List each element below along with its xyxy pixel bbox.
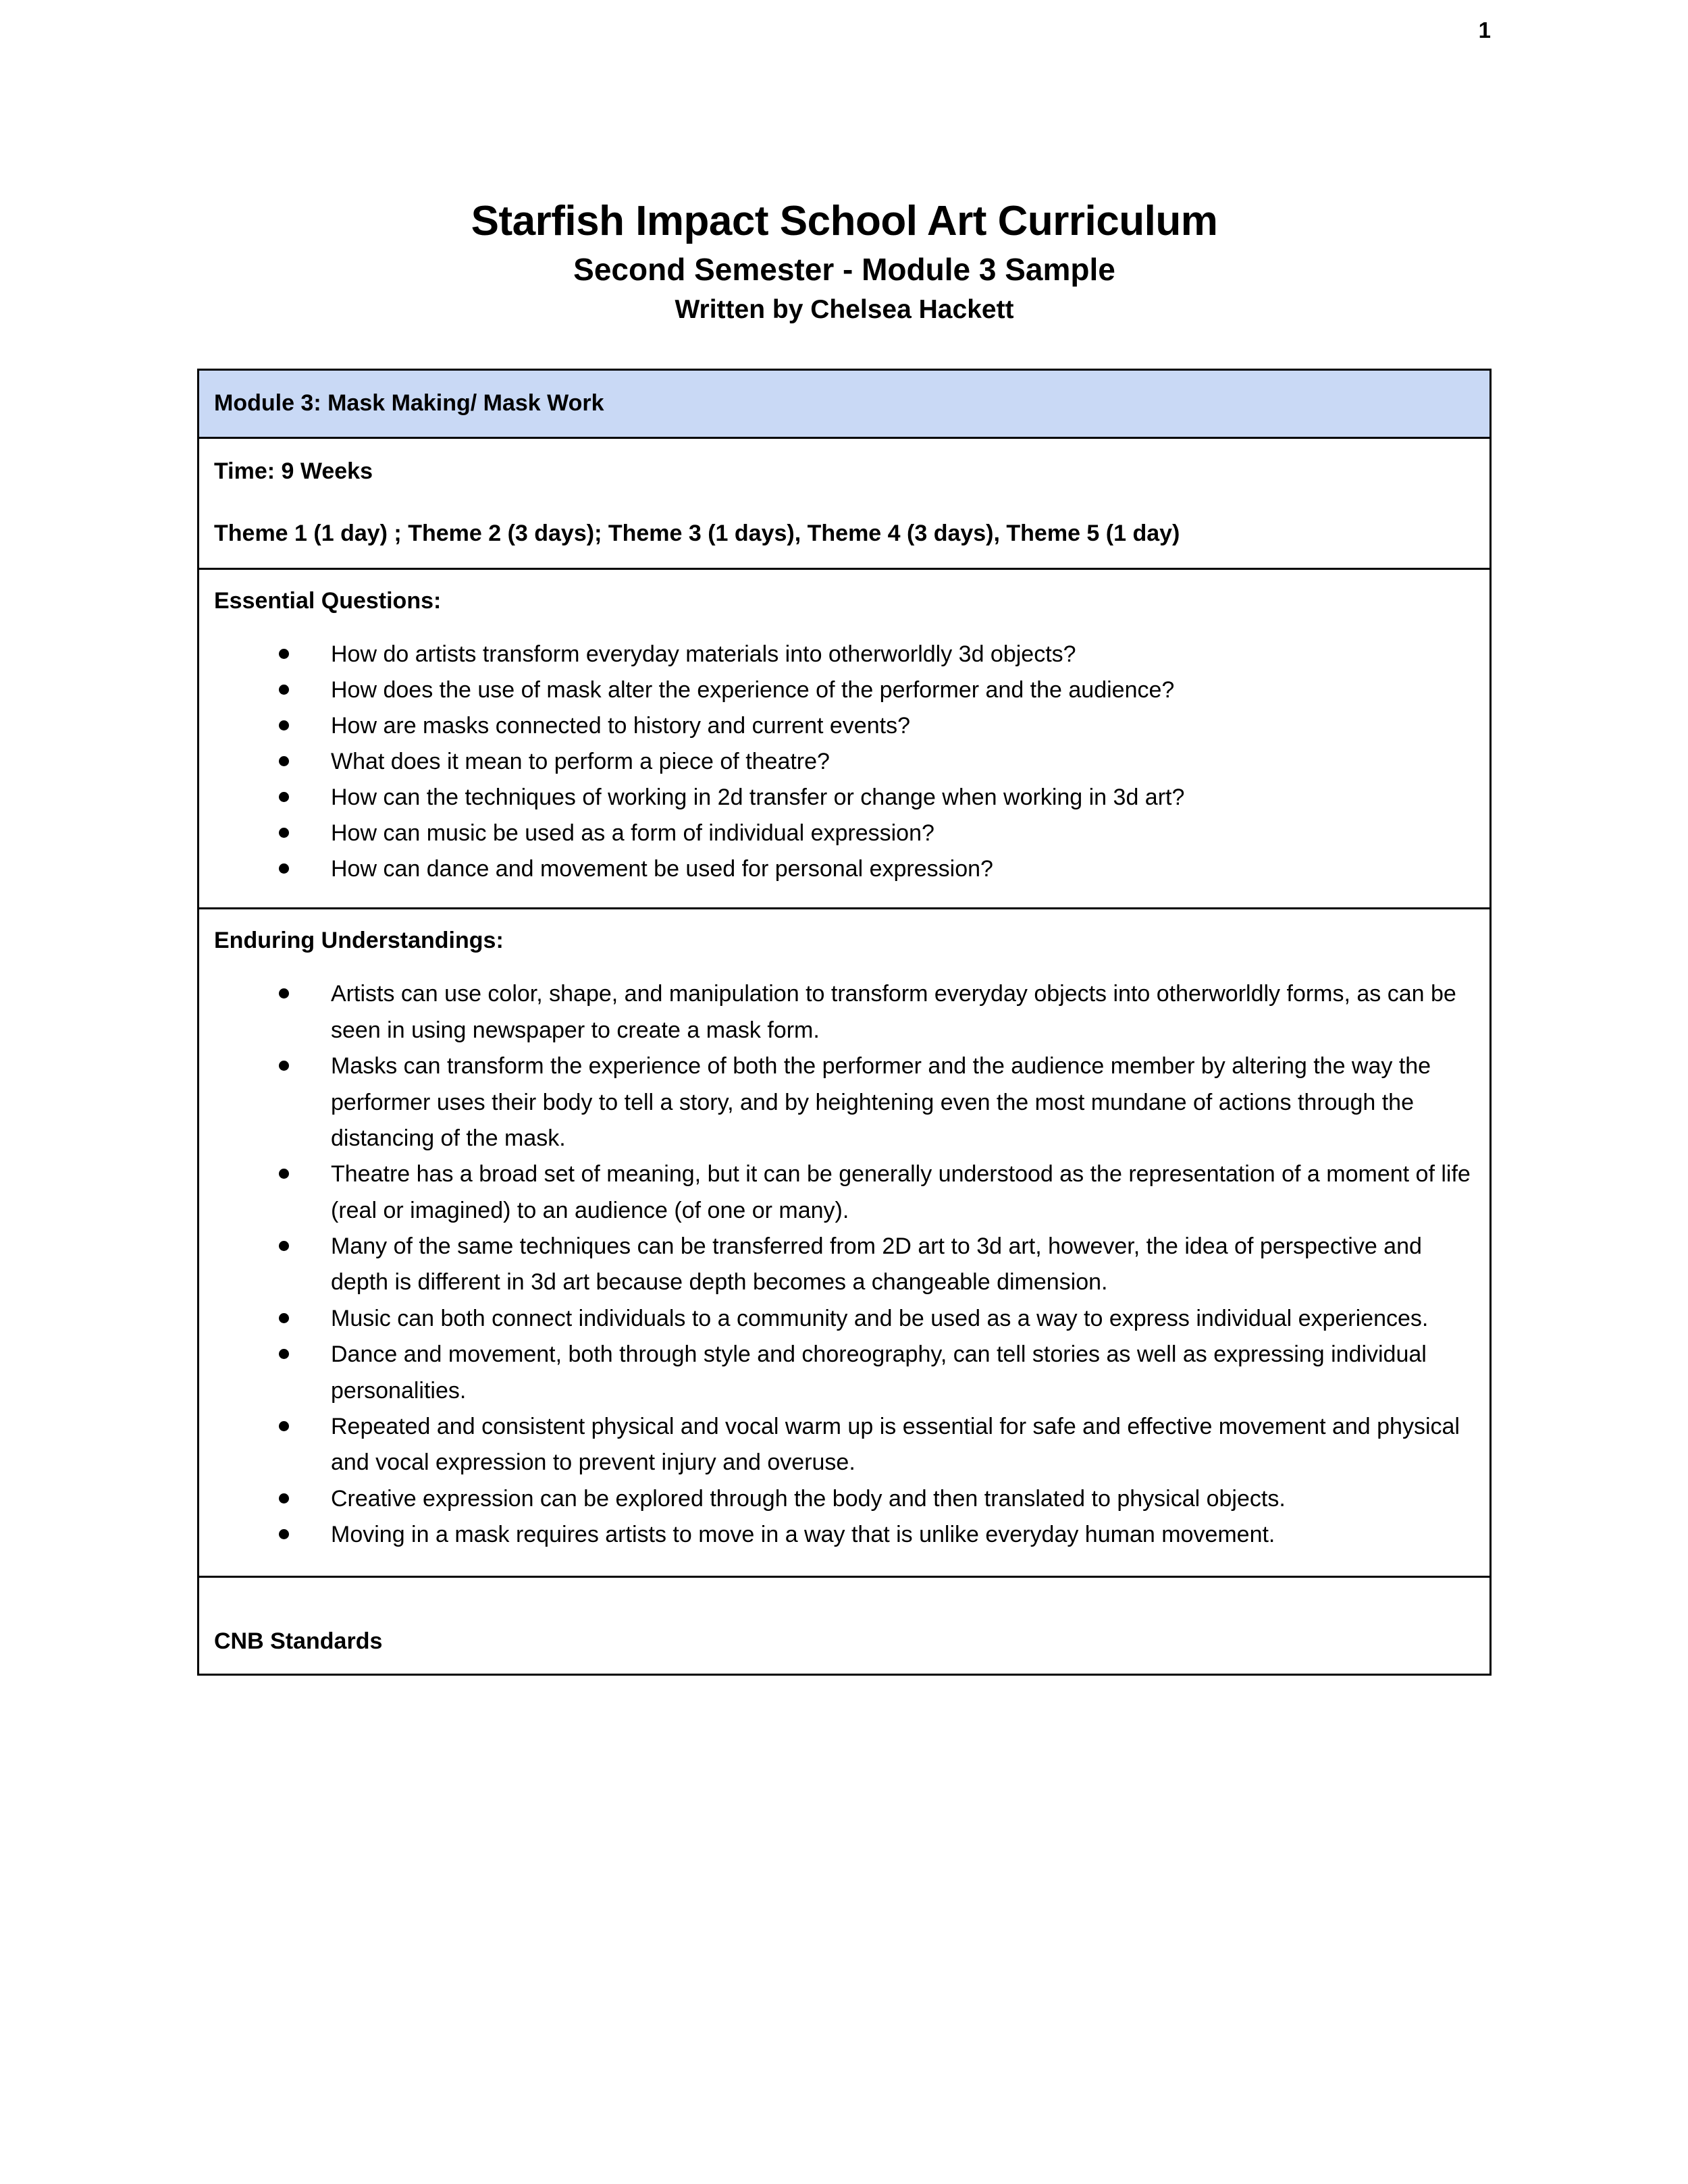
list-item [214,976,1475,1048]
bullet-icon [279,756,289,766]
bullet-icon [279,828,289,838]
bullet-icon [279,1493,289,1503]
list-item-text: How can dance and movement be used for personal expression? [331,856,993,882]
list-item [214,672,1475,708]
list-item-text: Many of the same techniques can be transferred from 2D art to 3d art, however, the idea of perspective and depth is different in 3d art because depth becomes a changeable dimension. [331,1233,1422,1296]
list-item-text: How can music be used as a form of individual expression? [331,820,934,847]
standards-cell [199,1577,1491,1675]
list-item [214,744,1475,780]
list-item-text: Theatre has a broad set of meaning, but it can be generally understood as the representation of a moment of life (real or imagined) to an audience (of one or many). [331,1161,1471,1223]
table-row-enduring-understandings [199,909,1491,1577]
module-header-title: Module 3: Mask Making/ Mask Work [214,390,604,416]
table-row-standards [199,1577,1491,1675]
page-number: 1 [1478,18,1491,43]
list-item-text: Artists can use color, shape, and manipulation to transform everyday objects into otherworldly forms, as can be seen in using newspaper to create a mask form. [331,981,1456,1043]
essential-questions-list [214,637,1475,887]
table-row-time [199,438,1491,569]
list-item [214,1409,1475,1481]
bullet-icon [279,792,289,802]
list-item [214,1301,1475,1337]
list-item [214,780,1475,816]
list-item-text: How are masks connected to history and current events? [331,713,910,739]
list-item [214,637,1475,672]
list-item [214,1517,1475,1553]
curriculum-table [197,369,1492,1676]
list-item [214,1481,1475,1517]
bullet-icon [279,988,289,998]
list-item-text: Music can both connect individuals to a community and be used as a way to express individual experiences. [331,1305,1429,1331]
bullet-icon [279,720,289,730]
table-row-module-header [199,370,1491,438]
bullet-icon [279,1169,289,1179]
list-item-text: Moving in a mask requires artists to move in a way that is unlike everyday human movement. [331,1522,1275,1547]
document-subtitle: Second Semester - Module 3 Sample [573,251,1115,287]
list-item [214,708,1475,744]
bullet-icon [279,1349,289,1359]
document-title-block [197,197,1492,326]
list-item [214,816,1475,851]
bullet-icon [279,1421,289,1431]
list-item-text: Creative expression can be explored through the body and then translated to physical objects. [331,1485,1286,1512]
curriculum-table-body [199,370,1491,1675]
list-item [214,1048,1475,1156]
list-item-text: How do artists transform everyday materials into otherworldly 3d objects? [331,641,1076,667]
table-row-essential-questions [199,568,1491,908]
standards-label: CNB Standards [214,1628,383,1654]
document-title: Starfish Impact School Art Curriculum [471,198,1218,244]
bullet-icon [279,1241,289,1251]
enduring-understandings-cell [199,909,1491,1577]
list-item-text: How can the techniques of working in 2d transfer or change when working in 3d art? [331,784,1185,811]
list-item-text: Dance and movement, both through style and choreography, can tell stories as well as expressing individual personalities. [331,1341,1427,1404]
list-item-text: What does it mean to perform a piece of theatre? [331,749,830,775]
bullet-icon [279,1529,289,1539]
time-cell [199,438,1491,569]
themes-breakdown: Theme 1 (1 day) ; Theme 2 (3 days); Theme 3 (1 days), Theme 4 (3 days), Theme 5 (1 day) [214,521,1180,547]
bullet-icon [279,1061,289,1071]
bullet-icon [279,1313,289,1323]
module-header-cell [199,370,1491,438]
list-item [214,1229,1475,1301]
enduring-understandings-list [214,976,1475,1553]
list-item [214,1156,1475,1229]
bullet-icon [279,863,289,874]
document-author: Written by Chelsea Hackett [675,295,1014,325]
list-item-text: How does the use of mask alter the experience of the performer and the audience? [331,676,1175,703]
list-item-text: Masks can transform the experience of both the performer and the audience member by altering the way the performer uses their body to tell a story, and by heightening even the most mundane of actions through the distancing of the mask. [331,1053,1431,1151]
list-item [214,1337,1475,1409]
essential-questions-label: Essential Questions: [214,587,442,614]
essential-questions-cell [199,568,1491,908]
bullet-icon [279,649,289,659]
list-item-text: Repeated and consistent physical and vocal warm up is essential for safe and effective movement and physical and vocal expression to prevent injury and overuse. [331,1413,1460,1476]
list-item [214,851,1475,887]
time-value: Time: 9 Weeks [214,458,373,485]
bullet-icon [279,685,289,695]
enduring-understandings-label: Enduring Understandings: [214,928,504,954]
